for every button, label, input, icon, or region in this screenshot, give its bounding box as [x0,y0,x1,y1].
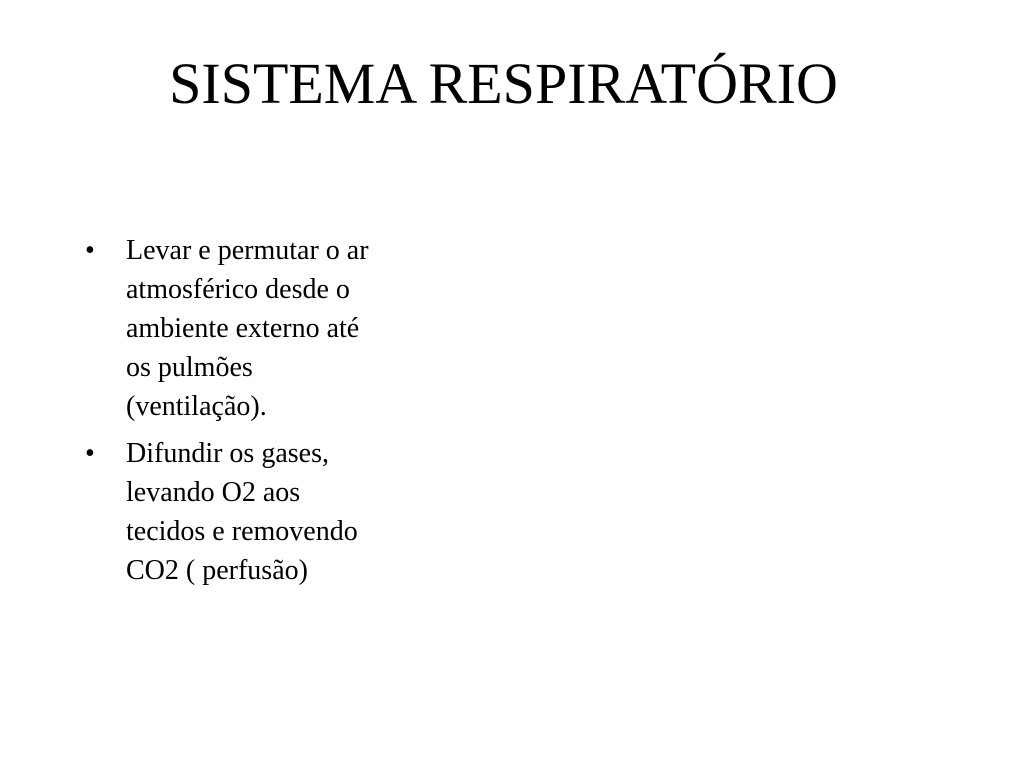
bullet-line: CO2 ( perfusão) [126,555,308,586]
bullet-line: levando O2 aos [126,477,301,508]
bullet-line: ambiente externo até [126,313,360,344]
bullet-marker: • [85,438,95,469]
bullet-line: (ventilação). [126,391,267,422]
bullet-line: atmosférico desde o [126,274,350,305]
bullet-marker: • [85,235,95,266]
bullet-item-ventilation [80,231,440,426]
bullet-list [80,231,440,598]
bullet-line: Levar e permutar o ar [126,235,369,266]
bullet-line: Difundir os gases, [126,438,329,469]
slide-title: SISTEMA RESPIRATÓRIO [169,51,838,116]
bullet-line: os pulmões [126,352,253,383]
bullet-line: tecidos e removendo [126,516,358,547]
bullet-item-perfusion [80,434,440,590]
